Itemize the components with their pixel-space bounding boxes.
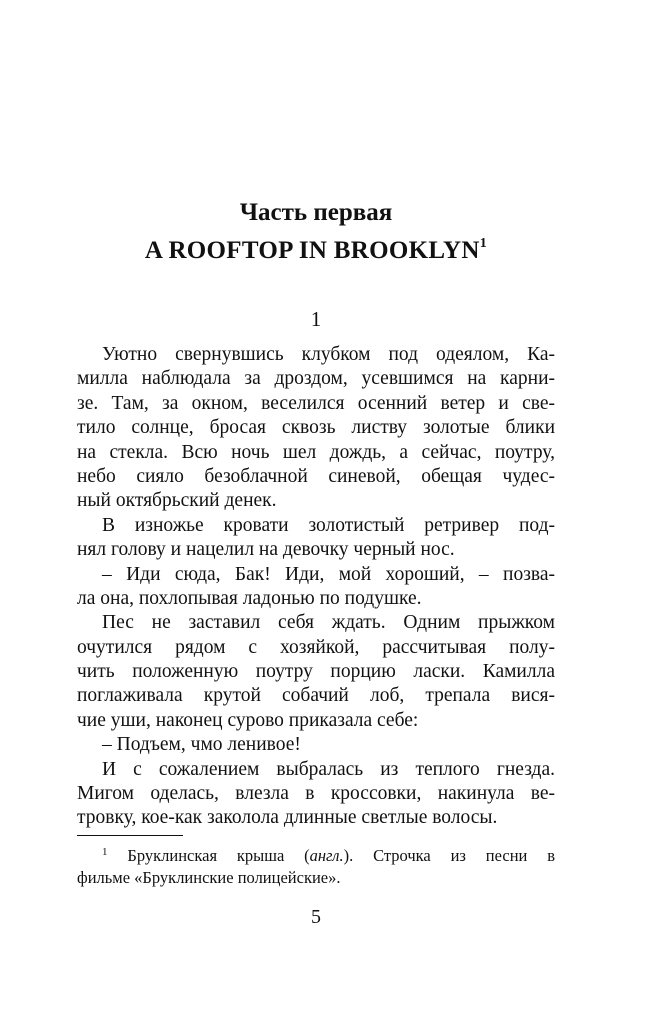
text-line: ла она, похлопывая ладонью по подушке.: [77, 587, 422, 609]
book-title: [0, 236, 632, 266]
text-line: зе. Там, за окном, веселился осенний ветер и све-: [77, 392, 555, 414]
text-line: чить положенную поутру порцию ласки. Камилла: [77, 661, 555, 683]
page-number: 5: [311, 906, 321, 928]
text-line: милла наблюдала за дроздом, усевшимся на карни-: [77, 368, 555, 390]
text-line: – Иди сюда, Бак! Иди, мой хороший, – позва-: [102, 563, 555, 585]
part-title: Часть первая: [239, 199, 393, 226]
body-text: [77, 343, 555, 831]
footnote-reference: 1: [479, 236, 488, 251]
text-line: ный октябрьский денек.: [77, 490, 277, 512]
text-line: нял голову и нацелил на девочку черный нос.: [77, 539, 455, 561]
text-line: В изножье кровати золотистый ретривер под-: [102, 514, 555, 536]
text-line: очутился рядом с хозяйкой, рассчитывая полу-: [77, 636, 555, 658]
footnote-text: ). Строчка из песни в: [343, 846, 556, 865]
footnote-italic: англ.: [309, 846, 344, 865]
chapter-number: 1: [310, 307, 322, 331]
text-line: небо сияло безоблачной синевой, обещая чудес-: [77, 465, 555, 487]
text-line: – Подъем, чмо ленивое!: [102, 734, 301, 756]
text-line: тровку, кое-как заколола длинные светлые волосы.: [77, 807, 498, 829]
text-line: Пес не заставил себя ждать. Одним прыжком: [102, 612, 555, 634]
text-line: на стекла. Всю ночь шел дождь, а сейчас, поутру,: [77, 441, 555, 463]
text-line: И с сожалением выбралась из теплого гнезда.: [102, 758, 555, 780]
text-line: поглаживала крутой собачий лоб, трепала вися-: [77, 685, 555, 707]
text-line: чие уши, наконец сурово приказала себе:: [77, 709, 419, 731]
text-line: тило солнце, бросая сквозь листву золотые блики: [77, 417, 555, 439]
footnote-text: Бруклинская крыша (: [107, 846, 310, 865]
book-title-text: A ROOFTOP IN BROOKLYN: [144, 237, 480, 264]
footnote-divider: [77, 835, 183, 836]
footnote: [77, 845, 555, 889]
text-line: Уютно свернувшись клубком под одеялом, Ка-: [102, 344, 555, 365]
footnote-line: фильме «Бруклинские полицейские».: [77, 868, 341, 887]
footnote-line: [77, 845, 555, 867]
footnote-mark: 1: [102, 846, 108, 858]
text-line: Мигом оделась, влезла в кроссовки, накинула ве-: [77, 783, 555, 805]
